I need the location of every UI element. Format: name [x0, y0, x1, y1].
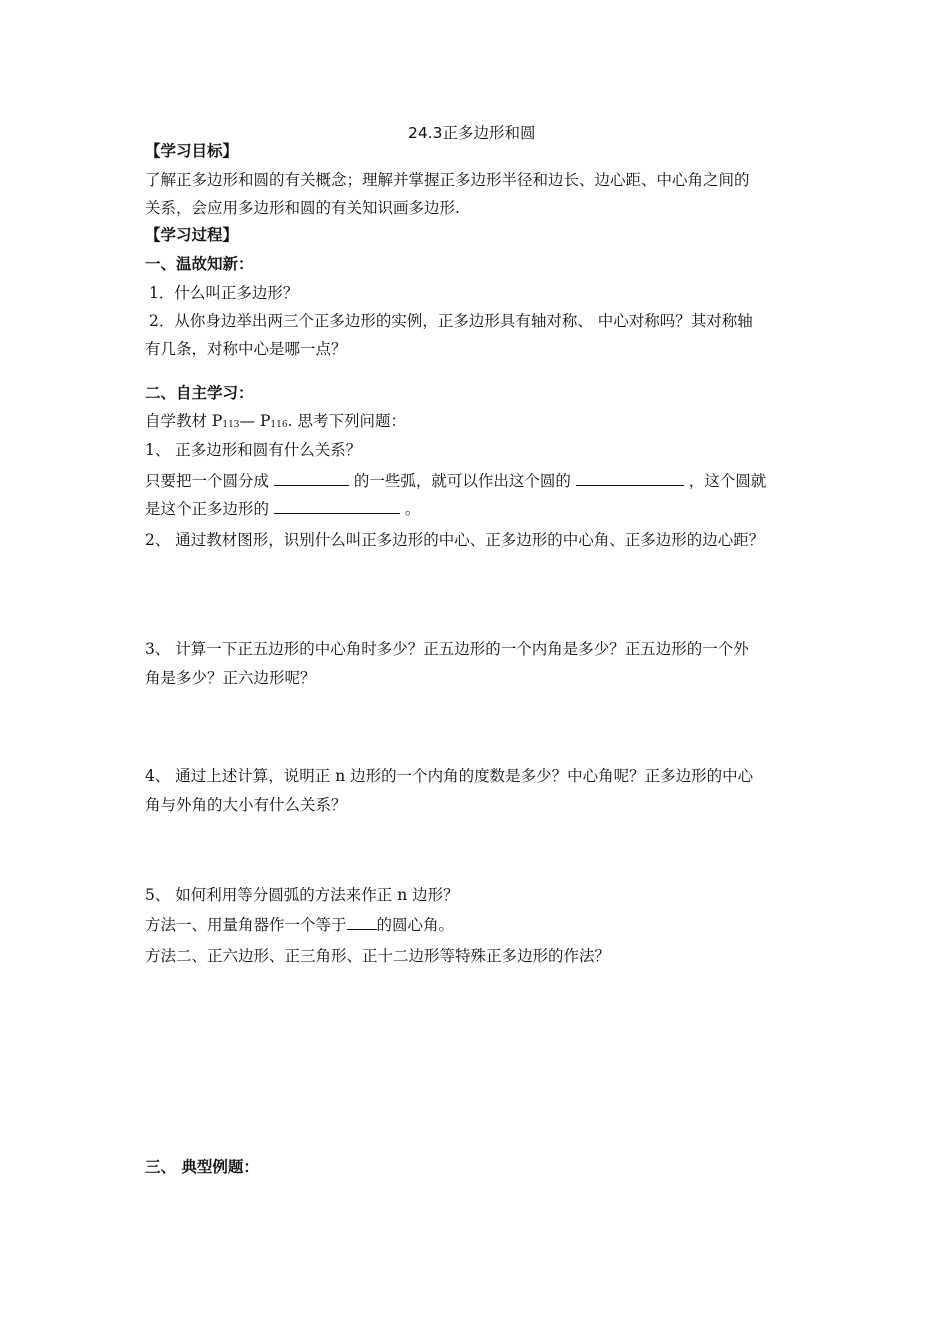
goal-text-line-2: 关系，会应用多边形和圆的有关知识画多边形.: [145, 199, 460, 217]
self-study-question-3-line-2: 角是多少？正六边形呢？: [145, 669, 316, 687]
intro-page-start: 113: [222, 420, 240, 430]
review-heading: 一、温故知新：: [145, 255, 254, 273]
intro-text-b: — P: [239, 412, 271, 430]
self-study-question-4-line-1: 4、 通过上述计算，说明正 n 边形的一个内角的度数是多少？中心角呢？正多边形的中心: [145, 767, 754, 785]
review-question-1: 1．什么叫正多边形？: [149, 284, 299, 302]
method-1-text-pre: 方法一、用量角器作一个等于: [145, 916, 347, 934]
self-study-question-2: 2、 通过教材图形，识别什么叫正多边形的中心、正多边形的中心角、正多边形的边心距？: [145, 531, 765, 549]
method-1-text-post: 的圆心角。: [376, 916, 455, 934]
fill-blank-1[interactable]: [274, 470, 349, 486]
self-study-question-4-line-2: 角与外角的大小有什么关系？: [145, 796, 347, 814]
intro-text-c: . 思考下列问题：: [287, 412, 406, 430]
review-question-2-line-2: 有几条，对称中心是哪一点？: [145, 340, 347, 358]
examples-heading: 三、 典型例题：: [145, 1158, 259, 1176]
fill-blank-2[interactable]: [576, 470, 684, 486]
intro-text-a: 自学教材 P: [145, 412, 223, 430]
answer-2-text-pre: 是这个正多边形的: [145, 500, 270, 518]
process-heading: 【学习过程】: [145, 226, 239, 244]
review-question-2-line-1: 2．从你身边举出两三个正多边形的实例，正多边形具有轴对称、 中心对称吗？其对称轴: [149, 312, 753, 330]
page-title: 24.3正多边形和圆: [408, 124, 536, 142]
answer-1-text-mid: 的一些弧，就可以作出这个圆的: [353, 472, 571, 490]
intro-page-end: 116: [270, 420, 288, 430]
self-study-answer-1-line-1: [145, 470, 766, 491]
self-study-intro: [145, 411, 406, 435]
fill-blank-4[interactable]: [347, 914, 377, 930]
goal-text-line-1: 了解正多边形和圆的有关概念；理解并掌握正多边形半径和边长、边心距、中心角之间的: [145, 171, 750, 189]
self-study-answer-1-line-2: [145, 498, 420, 519]
self-study-question-1: 1、 正多边形和圆有什么关系？: [145, 441, 362, 459]
self-study-question-3-line-1: 3、 计算一下正五边形的中心角时多少？正五边形的一个内角是多少？正五边形的一个外: [145, 640, 749, 658]
goal-heading: 【学习目标】: [145, 142, 239, 160]
self-study-heading: 二、自主学习：: [145, 384, 254, 402]
method-1: [145, 914, 454, 935]
self-study-question-5: 5、 如何利用等分圆弧的方法来作正 n 边形？: [145, 886, 459, 904]
answer-1-text-pre: 只要把一个圆分成: [145, 472, 270, 490]
answer-2-text-post: 。: [404, 500, 421, 518]
method-2: 方法二、正六边形、正三角形、正十二边形等特殊正多边形的作法？: [145, 947, 611, 965]
answer-1-text-post: ，这个圆就: [688, 472, 767, 490]
fill-blank-3[interactable]: [274, 498, 400, 514]
